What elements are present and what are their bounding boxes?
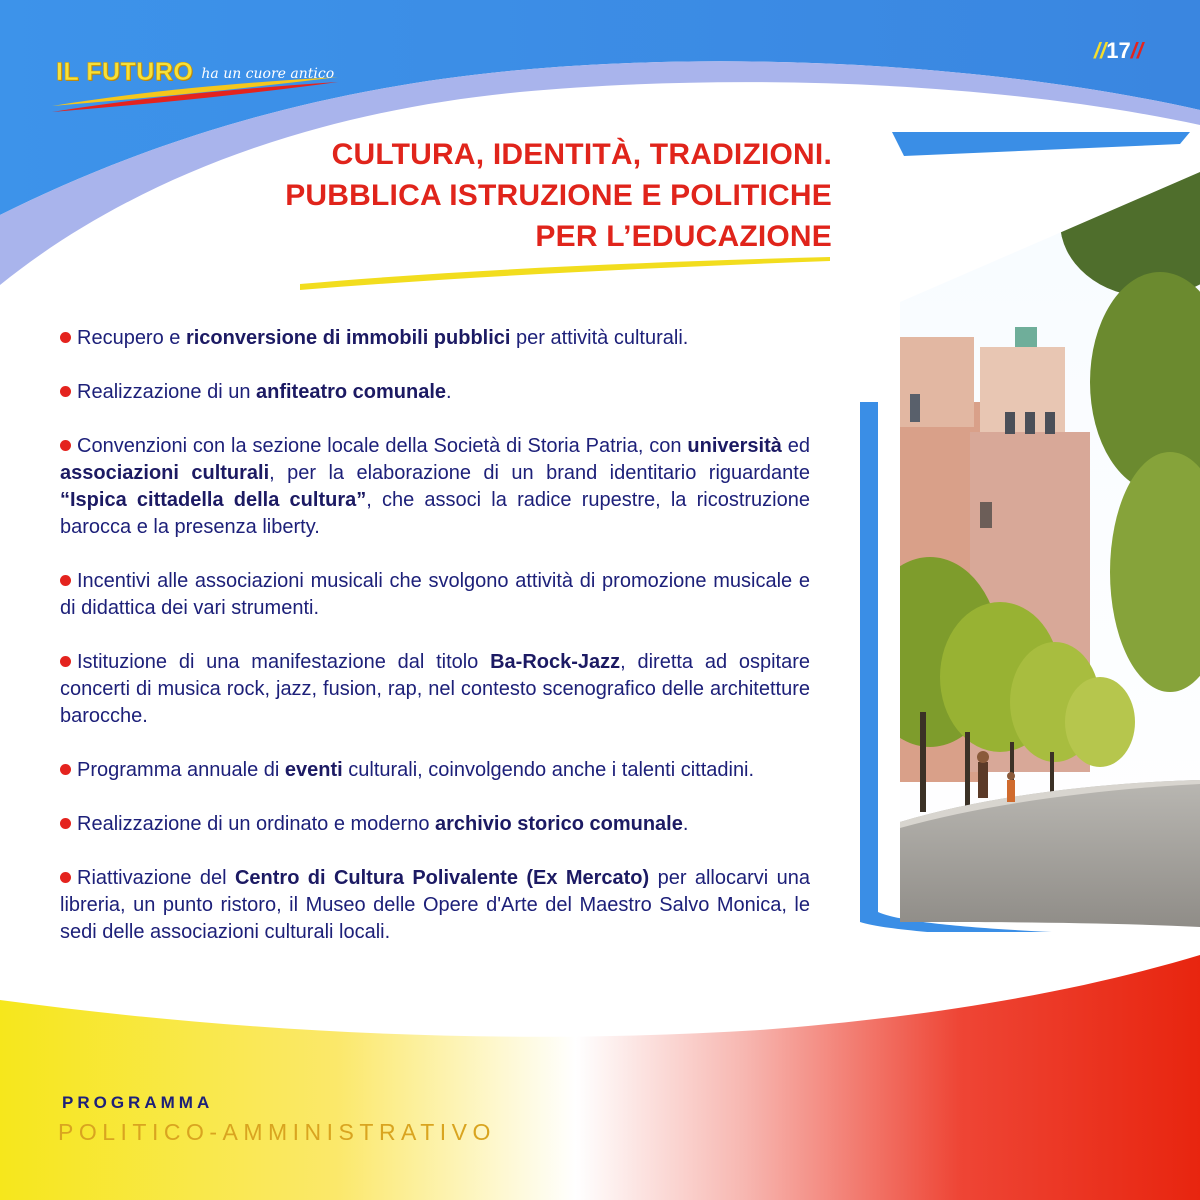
bullet-icon <box>60 386 71 397</box>
logo-tagline: ha un cuore antico <box>201 66 335 82</box>
bullet-icon <box>60 872 71 883</box>
page-number <box>1094 38 1143 64</box>
slash-decoration: // <box>1130 38 1143 63</box>
bullet-icon <box>60 575 71 586</box>
footer-subtitle: POLITICO-AMMINISTRATIVO <box>58 1119 496 1145</box>
list-item: Incentivi alle associazioni musicali che svolgono attività di promozione musicale e di didattica dei vari strumenti. <box>60 570 810 619</box>
bullet-icon <box>60 332 71 343</box>
brand-logo <box>56 58 334 87</box>
title-line-2: PUBBLICA ISTRUZIONE E POLITICHE <box>285 179 832 212</box>
title-line-1: CULTURA, IDENTITÀ, TRADIZIONI. <box>331 138 832 171</box>
footer-title: PROGRAMMA <box>62 1093 214 1112</box>
bullet-icon <box>60 818 71 829</box>
bullet-icon <box>60 440 71 451</box>
list-item: Convenzioni con la sezione locale della Società di Storia Patria, con università ed associazioni culturali, per la elaborazione di un brand identitario riguardante “Ispica cittadella della cultura”, che associ la radice rupestre, la ricostruzione barocca e la presenza liberty. <box>60 435 810 538</box>
title-line-3: PER L’EDUCAZIONE <box>535 220 832 253</box>
program-list <box>60 325 810 973</box>
list-item: Istituzione di una manifestazione dal titolo Ba-Rock-Jazz, diretta ad ospitare concerti di musica rock, jazz, fusion, rap, nel contesto scenografico delle architetture barocche. <box>60 651 811 727</box>
bullet-icon <box>60 764 71 775</box>
list-item: Recupero e riconversione di immobili pubblici per attività culturali. <box>60 325 810 352</box>
logo-title: IL FUTURO <box>56 58 194 86</box>
page-number-value: 17 <box>1106 38 1131 63</box>
slash-decoration: // <box>1094 38 1107 63</box>
list-item: Programma annuale di eventi culturali, coinvolgendo anche i talenti cittadini. <box>60 757 810 784</box>
town-street-photo <box>860 132 1200 932</box>
list-item: Realizzazione di un ordinato e moderno archivio storico comunale. <box>60 811 810 838</box>
bullet-icon <box>60 656 71 667</box>
page-title <box>285 134 832 257</box>
list-item: Realizzazione di un anfiteatro comunale. <box>60 379 810 406</box>
list-item: Riattivazione del Centro di Cultura Polivalente (Ex Mercato) per allocarvi una libreria, un punto ristoro, il Museo delle Opere d'Arte del Maestro Salvo Monica, le sedi delle associazioni culturali locali. <box>60 867 810 943</box>
